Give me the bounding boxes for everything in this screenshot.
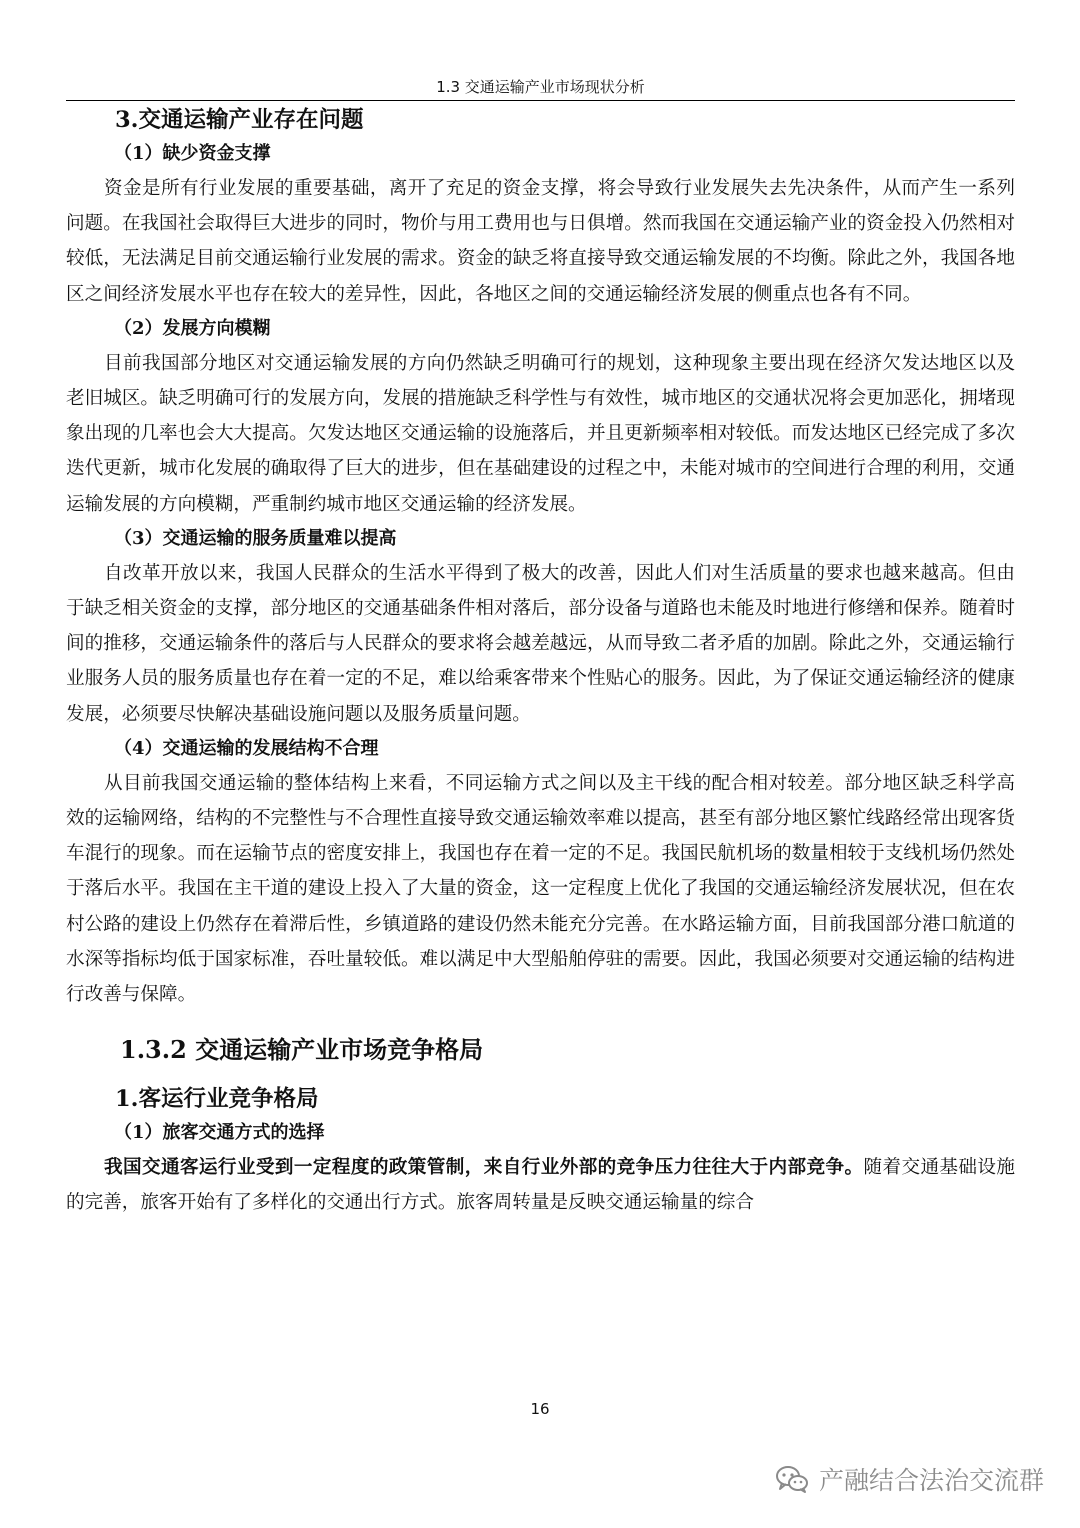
subsection-2-heading: （2）发展方向模糊 bbox=[114, 317, 271, 339]
running-header: 1.3 交通运输产业市场现状分析 bbox=[436, 78, 645, 96]
header-rule bbox=[66, 100, 1015, 101]
travel-mode-text: 随着交通基础设施的完善，旅客开始有了多样化的交通出行方式。旅客周转量是反映交通运输量的综合 bbox=[66, 1157, 1015, 1214]
subsection-4-heading: （4）交通运输的发展结构不合理 bbox=[114, 737, 379, 759]
travel-mode-heading: （1）旅客交通方式的选择 bbox=[114, 1122, 325, 1144]
document-body bbox=[66, 103, 1015, 1221]
page-number: 16 bbox=[530, 1400, 550, 1418]
subsection-1-heading: （1）缺少资金支撑 bbox=[114, 143, 271, 164]
watermark-text: 产融结合法治交流群 bbox=[818, 1466, 1044, 1495]
section-3-heading: 3.交通运输产业存在问题 bbox=[115, 107, 364, 133]
section-1-3-2-heading: 1.3.2 交通运输产业市场竞争格局 bbox=[120, 1035, 484, 1065]
travel-mode-paragraph bbox=[66, 1150, 1015, 1220]
subsection-3-paragraph: 自改革开放以来，我国人民群众的生活水平得到了极大的改善，因此人们对生活质量的要求也越来越高。但由于缺乏相关资金的支撑，部分地区的交通基础条件相对落后，部分设备与道路也未能及时地进行修缮和保养。随着时间的推移，交通运输条件的落后与人民群众的要求将会越差越远，从而导致二者矛盾的加剧。除此之外，交通运输行业服务人员的服务质量也存在着一定的不足，难以给乘客带来个性贴心的服务。因此，为了保证交通运输经济的健康发展，必须要尽快解决基础设施问题以及服务质量问题。 bbox=[66, 562, 1015, 725]
watermark bbox=[775, 1461, 1044, 1497]
wechat-icon bbox=[775, 1464, 809, 1494]
subsection-4-paragraph: 从目前我国交通运输的整体结构上来看，不同运输方式之间以及主干线的配合相对较差。部分地区缺乏科学高效的运输网络，结构的不完整性与不合理性直接导致交通运输效率难以提高，甚至有部分地区繁忙线路经常出现客货车混行的现象。而在运输节点的密度安排上，我国也存在着一定的不足。我国民航机场的数量相较于支线机场仍然处于落后水平。我国在主干道的建设上投入了大量的资金，这一定程度上优化了我国的交通运输经济发展状况，但在农村公路的建设上仍然存在着滞后性，乡镇道路的建设仍然未能充分完善。在水路运输方面，目前我国部分港口航道的水深等指标均低于国家标准，吞吐量较低。难以满足中大型船舶停驻的需要。因此，我国必须要对交通运输的结构进行改善与保障。 bbox=[66, 772, 1015, 1006]
subsection-2-paragraph: 目前我国部分地区对交通运输发展的方向仍然缺乏明确可行的规划，这种现象主要出现在经济欠发达地区以及老旧城区。缺乏明确可行的发展方向，发展的措施缺乏科学性与有效性，城市地区的交通状况将会更加恶化，拥堵现象出现的几率也会大大提高。欠发达地区交通运输的设施落后，并且更新频率相对较低。而发达地区已经完成了多次迭代更新，城市化发展的确取得了巨大的进步，但在基础建设的过程之中，未能对城市的空间进行合理的利用，交通运输发展的方向模糊，严重制约城市地区交通运输的经济发展。 bbox=[66, 352, 1015, 515]
subsection-1-paragraph: 资金是所有行业发展的重要基础，离开了充足的资金支撑，将会导致行业发展失去先决条件，从而产生一系列问题。在我国社会取得巨大进步的同时，物价与用工费用也与日俱增。然而我国在交通运输产业的资金投入仍然相对较低，无法满足目前交通运输行业发展的需求。资金的缺乏将直接导致交通运输发展的不均衡。除此之外，我国各地区之间经济发展水平也存在较大的差异性，因此，各地区之间的交通运输经济发展的侧重点也各有不同。 bbox=[66, 178, 1015, 305]
subsection-3-heading: （3）交通运输的服务质量难以提高 bbox=[114, 527, 397, 549]
travel-mode-bold-lead: 我国交通客运行业受到一定程度的政策管制，来自行业外部的竞争压力往往大于内部竞争。 bbox=[104, 1157, 864, 1179]
passenger-transport-heading: 1.客运行业竞争格局 bbox=[115, 1086, 319, 1113]
